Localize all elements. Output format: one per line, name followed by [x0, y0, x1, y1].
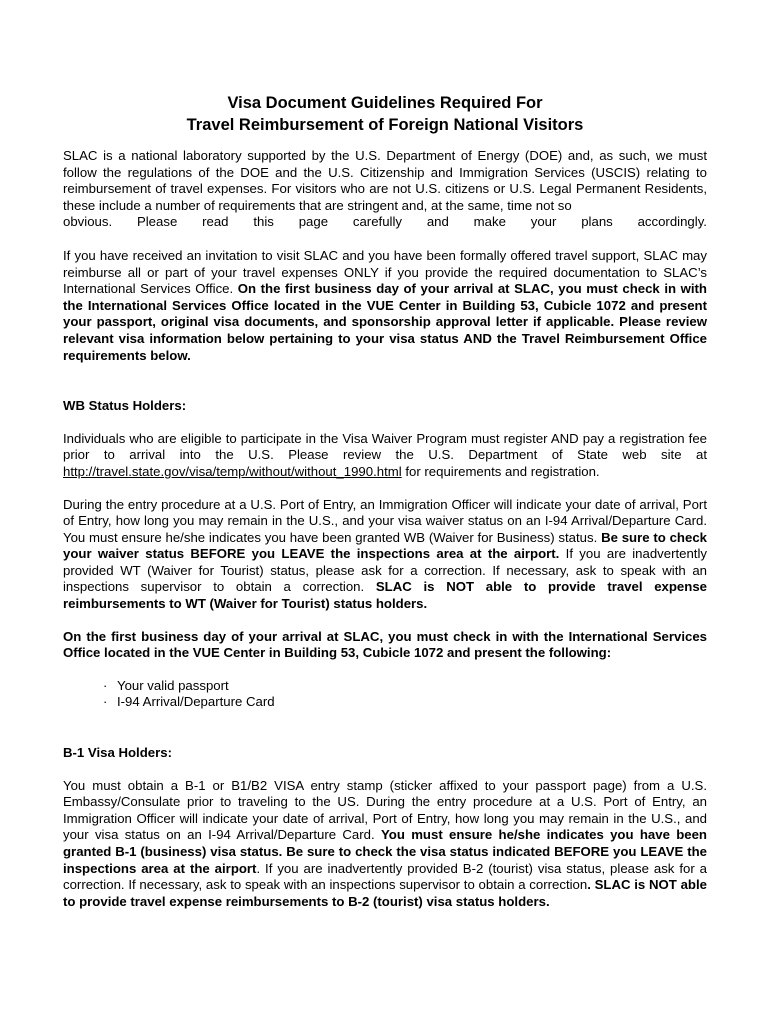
b1-text-1: You must obtain a B-1 or B1/B2 VISA entry stamp (sticker affixed to your passport page) from a U.S. Embassy/Consulate prior to traveling to the US. During the entry procedure at a U.S. Port of Entry, an Immigration Officer will indicate your date of arrival, Port of Entry, how long you may remain in the U.S., and your visa status on an I-94 Arrival/Departure Card.: [63, 777, 707, 843]
visa-waiver-link[interactable]: http://travel.state.gov/visa/temp/without/without_1990.html: [63, 463, 402, 479]
b1-heading: B-1 Visa Holders:: [63, 745, 172, 761]
wb-checkin-paragraph: On the first business day of your arrival at SLAC, you must check in with the International Services Office located in the VUE Center in Building 53, Cubicle 1072 and present the following:: [63, 628, 707, 661]
intro-word: Please: [136, 214, 178, 230]
b1-paragraph: [63, 778, 707, 911]
wb-entry-bold-1: Be sure to check your waiver status BEFORE you LEAVE the inspections area at the airport.: [63, 529, 707, 562]
bullet-icon: ·: [103, 694, 108, 710]
title-line-1: Visa Document Guidelines Required For: [227, 94, 543, 112]
list-item: [103, 678, 707, 695]
b1-bold-2: . SLAC is NOT able to provide travel expense reimbursements to B-2 (tourist) visa status holders.: [63, 877, 707, 909]
wb-entry-bold-2: SLAC is NOT able to provide travel expense reimbursements to WT (Waiver for Tourist) status holders.: [63, 579, 707, 612]
intro-word: and: [426, 214, 449, 230]
intro-word: obvious.: [63, 214, 113, 230]
intro-last-line: [63, 214, 707, 231]
b1-bold-1: You must ensure he/she indicates you have been granted B-1 (business) visa status. Be sure to check the visa status indicated BEFORE you LEAVE the inspections area at the airport: [63, 827, 707, 876]
wb-entry-paragraph: [63, 497, 707, 613]
intro-word: plans: [581, 214, 613, 230]
intro-word: your: [530, 214, 557, 230]
intro-paragraph: [63, 148, 707, 231]
intro-word: read: [202, 214, 229, 230]
list-item-label: Your valid passport: [117, 677, 229, 693]
wb-entry-text-2: If you are inadvertently provided WT (Waiver for Tourist) status, please ask for a correction. If necessary, ask to speak with an inspections supervisor to obtain a correction.: [63, 546, 707, 595]
wb-registration-paragraph: [63, 431, 707, 481]
intro-word: carefully: [352, 214, 402, 230]
document-title: [63, 92, 707, 136]
bullet-icon: ·: [103, 677, 108, 693]
intro-text: SLAC is a national laboratory supported by the U.S. Department of Energy (DOE) and, as such, we must follow the regulations of the DOE and the U.S. Citizenship and Immigration Services (USCIS) relating to reimbursement of travel expenses. For visitors who are not U.S. citizens or U.S. Legal Permanent Residents, these include a number of requirements that are stringent and, at the same, time not so: [63, 148, 707, 213]
list-item: [103, 694, 707, 711]
b1-text-2: . If you are inadvertently provided B-2 (tourist) visa status, please ask for a correction. If necessary, ask to speak with an inspections supervisor to obtain a correction: [63, 860, 707, 893]
list-item-label: I-94 Arrival/Departure Card: [117, 694, 275, 710]
invitation-text: If you have received an invitation to visit SLAC and you have been formally offered travel support, SLAC may reimburse all or part of your travel expenses ONLY if you provide the required documentation to SLAC’s International Services Office.: [63, 247, 707, 297]
wb-registration-after: for requirements and registration.: [405, 463, 600, 479]
wb-registration-text: Individuals who are eligible to participate in the Visa Waiver Program must register AND pay a registration fee prior to arrival into the U.S. Please review the U.S. Department of State web site at: [63, 430, 707, 463]
intro-word: this: [253, 214, 274, 230]
intro-word: make: [473, 214, 506, 230]
invitation-paragraph: [63, 248, 707, 364]
title-line-2: Travel Reimbursement of Foreign National Visitors: [186, 116, 584, 134]
wb-heading: WB Status Holders:: [63, 398, 187, 414]
wb-entry-text-1: During the entry procedure at a U.S. Port of Entry, an Immigration Officer will indicate your date of arrival, Port of Entry, how long you may remain in the U.S., and your visa waiver status on an I-94 Arrival/Departure Card. You must ensure he/she indicates you have been granted WB (Waiver for Business) status.: [63, 496, 707, 545]
invitation-bold-text: On the first business day of your arrival at SLAC, you must check in with the International Services Office located in the VUE Center in Building 53, Cubicle 1072 and present your passport, original visa documents, and sponsorship approval letter if applicable. Please review relevant visa information below pertaining to your visa status AND the Travel Reimbursement Office requirements below.: [63, 281, 707, 363]
wb-required-documents-list: [63, 678, 707, 711]
intro-word: accordingly.: [637, 214, 707, 230]
intro-word: page: [298, 214, 329, 230]
